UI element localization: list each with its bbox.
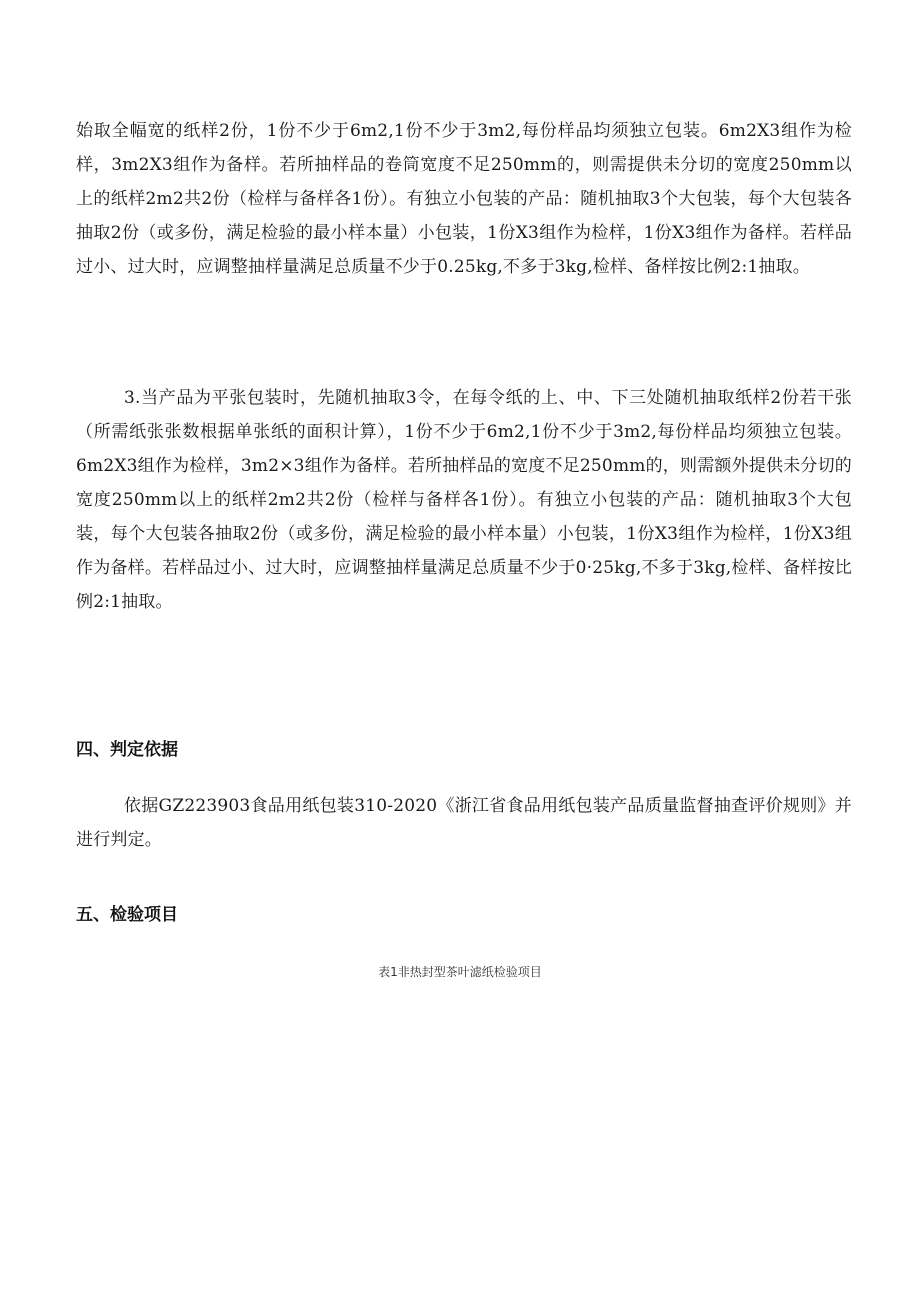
- section-heading-judgement-basis: 四、判定依据: [76, 740, 178, 760]
- judgement-basis-paragraph: 依据GZ223903食品用纸包装310-2020《浙江省食品用纸包装产品质量监督抽查评价规则》并进行判定。: [76, 796, 852, 850]
- section-heading-inspection-items: 五、检验项目: [76, 905, 178, 925]
- sampling-paragraph-rolls: 始取全幅宽的纸样2份，1份不少于6m2,1份不少于3m2,每份样品均须独立包装。6m2X3组作为检样，3m2X3组作为备样。若所抽样品的卷筒宽度不足250mm的，则需提供未分切的宽度250mm以上的纸样2m2共2份（检样与备样各1份）。有独立小包装的产品：随机抽取3个大包装，每个大包装各抽取2份（或多份，满足检验的最小样本量）小包装，1份X3组作为检样，1份X3组作为备样。若样品过小、过大时，应调整抽样量满足总质量不少于0.25kg,不多于3kg,检样、备样按比例2:1抽取。: [76, 121, 852, 277]
- table-caption: 表1非热封型茶叶滤纸检验项目: [378, 965, 542, 979]
- sampling-paragraph-flat-sheets: 3.当产品为平张包装时，先随机抽取3令，在每令纸的上、中、下三处随机抽取纸样2份若干张（所需纸张张数根据单张纸的面积计算），1份不少于6m2,1份不少于3m2,每份样品均须独立包装。6m2X3组作为检样，3m2×3组作为备样。若所抽样品的宽度不足250mm的，则需额外提供未分切的宽度250mm以上的纸样2m2共2份（检样与备样各1份）。有独立小包装的产品：随机抽取3个大包装，每个大包装各抽取2份（或多份，满足检验的最小样本量）小包装，1份X3组作为检样，1份X3组作为备样。若样品过小、过大时，应调整抽样量满足总质量不少于0·25kg,不多于3kg,检样、备样按比例2:1抽取。: [76, 388, 852, 612]
